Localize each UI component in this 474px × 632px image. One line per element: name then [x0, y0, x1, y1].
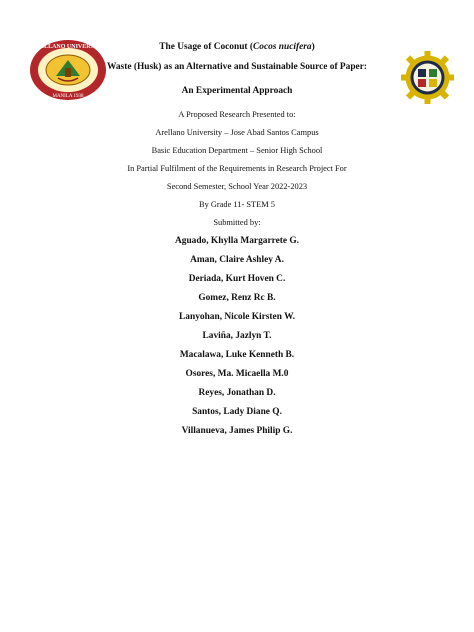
author-name: Reyes, Jonathan D.	[198, 388, 276, 398]
scientific-name: Cocos nucifera	[253, 42, 312, 52]
svg-text:MANILA 1938: MANILA 1938	[52, 94, 84, 99]
department-line: Basic Education Department – Senior High School	[151, 146, 323, 155]
submitted-by-line: Submitted by:	[213, 218, 261, 227]
author-name: Santos, Lady Diane Q.	[192, 407, 282, 417]
department-seal-logo	[400, 50, 455, 105]
fulfilment-line: In Partial Fulfilment of the Requirements in Research Project For	[127, 164, 347, 173]
svg-text:ARELLANO UNIVERSITY: ARELLANO UNIVERSITY	[31, 44, 105, 50]
author-name: Lanyohan, Nicole Kirsten W.	[179, 312, 295, 322]
author-name: Gomez, Renz Rc B.	[198, 293, 276, 303]
title-line-3: An Experimental Approach	[181, 86, 293, 96]
author-name: Villanueva, James Philip G.	[181, 426, 293, 436]
grade-line: By Grade 11- STEM 5	[199, 200, 275, 209]
school-year-line: Second Semester, School Year 2022-2023	[166, 182, 308, 191]
title-line-1: The Usage of Coconut (Cocos nucifera)	[159, 42, 315, 52]
author-name: Osores, Ma. Micaella M.0	[185, 369, 289, 379]
author-name: Deriada, Kurt Hoven C.	[188, 274, 286, 284]
author-name: Aguado, Khylla Margarrete G.	[174, 236, 300, 246]
campus-line: Arellano University – Jose Abad Santos Campus	[155, 128, 319, 137]
author-name: Aman, Claire Ashley A.	[190, 255, 284, 265]
author-name: Macalawa, Luke Kenneth B.	[179, 350, 295, 360]
author-name: Laviña, Jazlyn T.	[202, 331, 272, 341]
title-line-2: Waste (Husk) as an Alternative and Sustainable Source of Paper:	[107, 62, 367, 72]
presented-to-line: A Proposed Research Presented to:	[178, 110, 296, 119]
